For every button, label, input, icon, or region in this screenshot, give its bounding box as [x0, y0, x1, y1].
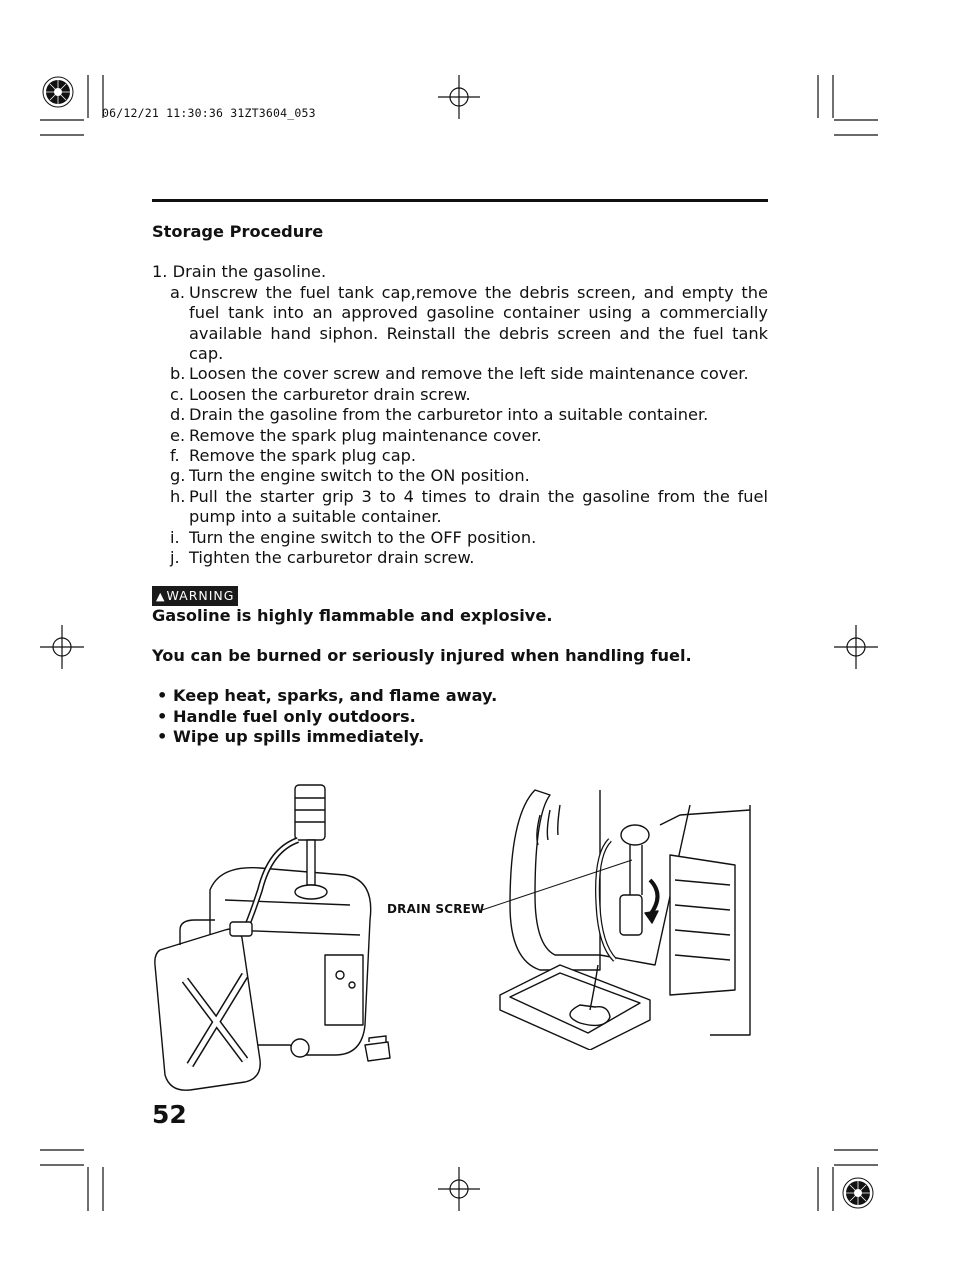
substep-text: Remove the spark plug maintenance cover.	[189, 425, 542, 445]
substep-letter: g.	[170, 466, 186, 486]
substep-text: Drain the gasoline from the carburetor into a suitable container.	[189, 405, 709, 425]
warning-badge	[152, 586, 238, 606]
page-content	[152, 222, 768, 748]
substep-letter: e.	[170, 425, 186, 445]
warning-bullet: • Keep heat, sparks, and flame away.	[157, 686, 498, 706]
substep-letter: j.	[170, 548, 180, 568]
siphon-illustration	[150, 780, 400, 1100]
substep-text: Turn the engine switch to the OFF position.	[189, 527, 537, 547]
warning-badge-label: WARNING	[166, 587, 235, 603]
substep-letter: c.	[170, 384, 185, 404]
substep-text: Unscrew the fuel tank cap,remove the debris screen, and empty the fuel tank into an approved gasoline container using a commercially available hand siphon. Reinstall the debris screen and the fuel tank cap.	[189, 282, 768, 364]
substep-text: Pull the starter grip 3 to 4 times to drain the gasoline from the fuel pump into a suitable container.	[189, 486, 768, 527]
substep-text: Tighten the carburetor drain screw.	[189, 548, 475, 568]
substep-text: Turn the engine switch to the ON position.	[189, 466, 530, 486]
substep-g	[152, 466, 768, 486]
warning-triangle-icon: ▲	[156, 589, 166, 603]
substep-letter: i.	[170, 527, 180, 547]
drain-screw-label: DRAIN SCREW	[387, 902, 485, 916]
substep-b	[152, 364, 768, 384]
substep-letter: b.	[170, 364, 186, 384]
substep-j	[152, 548, 768, 568]
drain-screw-leader	[480, 840, 640, 920]
substep-text: Loosen the carburetor drain screw.	[189, 384, 471, 404]
substep-letter: f.	[170, 446, 180, 466]
warning-bullet: • Handle fuel only outdoors.	[157, 706, 416, 726]
section-title: Storage Procedure	[152, 222, 324, 241]
substep-e	[152, 426, 768, 446]
warning-line-2: You can be burned or seriously injured when handling fuel.	[152, 645, 692, 665]
substep-a	[152, 283, 768, 365]
substep-d	[152, 405, 768, 425]
substep-letter: a.	[170, 282, 186, 302]
header-rule	[152, 199, 768, 202]
substep-text: Loosen the cover screw and remove the left side maintenance cover.	[189, 364, 749, 384]
step-text: Drain the gasoline.	[172, 262, 327, 282]
warning-line-1: Gasoline is highly flammable and explosive.	[152, 605, 553, 625]
substep-text: Remove the spark plug cap.	[189, 446, 417, 466]
substep-letter: h.	[170, 486, 186, 506]
substep-letter: d.	[170, 405, 186, 425]
substep-f	[152, 446, 768, 466]
warning-bullet: • Wipe up spills immediately.	[157, 727, 425, 747]
page-number: 52	[152, 1100, 187, 1129]
substep-h	[152, 487, 768, 528]
step-number: 1.	[152, 262, 168, 282]
substep-c	[152, 385, 768, 405]
step-1	[152, 262, 768, 282]
print-stamp: 06/12/21 11:30:36 31ZT3604_053	[102, 106, 316, 120]
substep-i	[152, 528, 768, 548]
